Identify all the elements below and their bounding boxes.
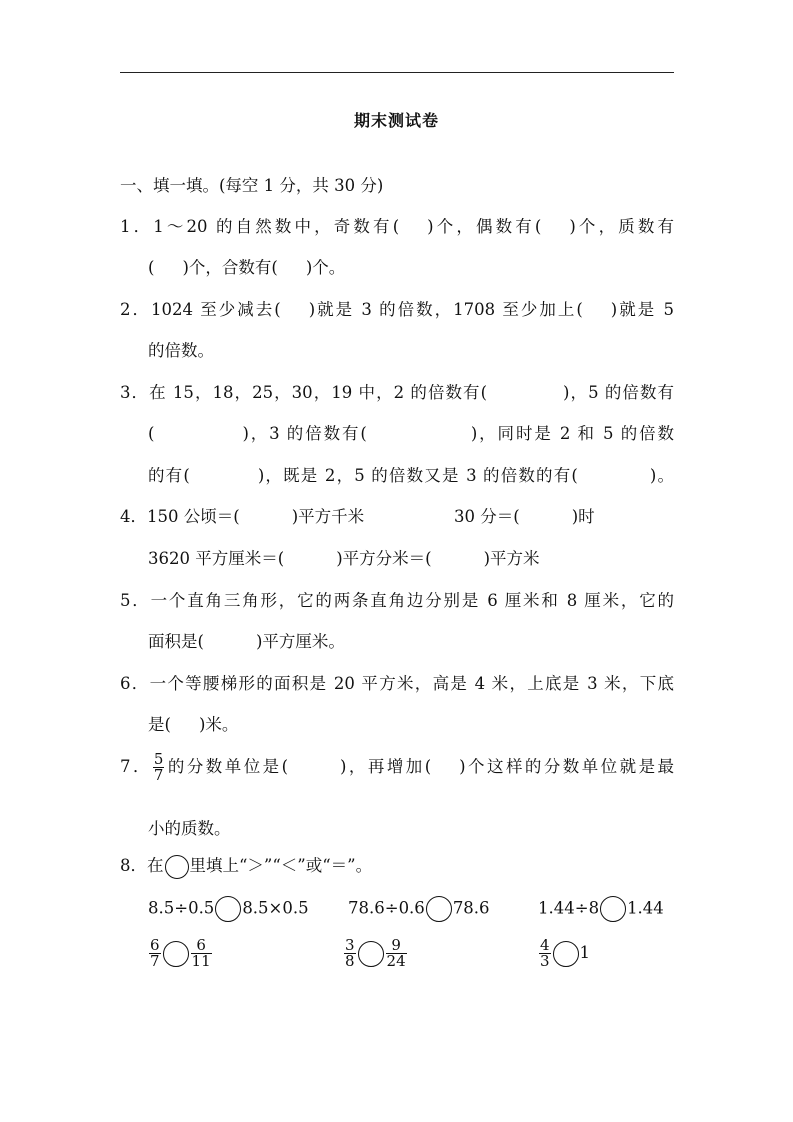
- answer-circle: [165, 855, 189, 879]
- fraction-denominator: 24: [386, 952, 406, 970]
- fraction-numerator: 4: [540, 936, 550, 954]
- question-1-line-2: [148, 254, 345, 278]
- question-3-line-1: [120, 379, 674, 403]
- page-title: 期末测试卷: [353, 111, 439, 130]
- question-text: )，同时是 2 和 5 的倍数: [470, 424, 674, 443]
- question-text: )。: [649, 466, 674, 485]
- question-text: )，既是 2，5 的倍数又是 3 的倍数的有(: [257, 466, 578, 485]
- answer-circle[interactable]: [426, 896, 452, 922]
- question-5-line-1: [120, 587, 674, 611]
- fraction-numerator: 5: [153, 750, 164, 768]
- fraction-denominator: 11: [191, 952, 211, 970]
- question-text: )，3 的倍数有(: [242, 424, 367, 443]
- question-text: 1024 至少减去(: [151, 300, 281, 319]
- question-number: 8．: [120, 856, 147, 875]
- question-text: )米。: [198, 715, 239, 734]
- question-text: )，再增加(: [340, 757, 432, 776]
- question-text: )就是 3 的倍数，1708 至少加上(: [308, 300, 583, 319]
- question-text: )时: [571, 507, 595, 526]
- question-number: 2．: [120, 300, 151, 319]
- question-6-line-1: [120, 670, 674, 694]
- question-text: 在: [147, 856, 164, 875]
- compare-right: 8.5×0.5: [242, 898, 309, 918]
- fraction-denominator: 8: [345, 952, 355, 970]
- question-number: 7．: [120, 757, 152, 776]
- question-3-line-3: [148, 462, 674, 486]
- question-5-line-2: [148, 628, 345, 652]
- question-number: 5．: [120, 591, 151, 610]
- header-rule: [120, 72, 674, 73]
- question-4-line-1: [120, 503, 364, 527]
- question-text: )个。: [305, 258, 346, 277]
- fraction-numerator: 6: [150, 936, 160, 954]
- compare-item-6: [538, 938, 590, 969]
- question-3-line-2: [148, 420, 674, 444]
- question-2-line-2: 的倍数。: [148, 341, 214, 360]
- question-2-line-1: [120, 296, 674, 320]
- fraction-five-sevenths: [153, 752, 165, 783]
- question-text: )平方千米: [291, 507, 365, 526]
- question-text: (: [148, 258, 155, 277]
- answer-circle[interactable]: [600, 896, 626, 922]
- question-text: 的分数单位是(: [165, 757, 289, 776]
- compare-item-2: [348, 896, 490, 922]
- fraction-denominator: 3: [540, 952, 550, 970]
- question-text: 150 公顷＝(: [147, 507, 240, 526]
- fraction: [344, 938, 356, 969]
- question-text: )平方米: [483, 549, 540, 568]
- question-text: 一个等腰梯形的面积是 20 平方米，高是 4 米，上底是 3 米，下底: [149, 674, 674, 693]
- compare-right: 1: [579, 943, 591, 962]
- compare-right: 78.6: [452, 898, 490, 918]
- question-text: )个，合数有(: [182, 258, 278, 277]
- question-7-line-1: [120, 752, 674, 783]
- question-text: 面积是(: [148, 632, 204, 651]
- compare-left: 1.44÷8: [538, 898, 600, 918]
- fraction: [539, 938, 551, 969]
- compare-item-5: [343, 938, 408, 969]
- question-text: )就是 5: [610, 300, 674, 319]
- fraction: [386, 938, 407, 969]
- compare-left: 8.5÷0.5: [148, 898, 215, 918]
- question-number: 3．: [120, 383, 150, 402]
- question-7-line-2: 小的质数。: [148, 819, 231, 838]
- question-text: )平方分米＝(: [336, 549, 432, 568]
- question-text: 是(: [148, 715, 171, 734]
- answer-circle[interactable]: [215, 896, 241, 922]
- question-text: 里填上“＞”“＜”或“＝”。: [189, 856, 373, 875]
- question-text: )个这样的分数单位就是最: [459, 757, 675, 776]
- compare-item-1: [148, 896, 309, 922]
- question-number: 4．: [120, 507, 147, 526]
- fraction: [191, 938, 212, 969]
- answer-circle[interactable]: [553, 941, 579, 967]
- question-8-line-1: [120, 852, 372, 879]
- question-text: 1～20 的自然数中，奇数有(: [153, 217, 400, 236]
- question-text: )平方厘米。: [255, 632, 345, 651]
- compare-right: 1.44: [627, 898, 664, 918]
- question-number: 6．: [120, 674, 150, 693]
- question-text: )个，偶数有(: [427, 217, 542, 236]
- question-text: (: [148, 424, 155, 443]
- answer-circle[interactable]: [358, 941, 384, 967]
- compare-left: 78.6÷0.6: [348, 898, 425, 918]
- question-text: )，5 的倍数有: [563, 383, 674, 402]
- question-text: )个，质数有: [569, 217, 674, 236]
- compare-item-3: [538, 896, 664, 922]
- compare-item-4: [148, 938, 213, 969]
- fraction-numerator: 3: [345, 936, 355, 954]
- question-4-line-2: [148, 545, 540, 569]
- question-text: 3620 平方厘米＝(: [148, 549, 285, 568]
- question-text: 30 分＝(: [454, 507, 520, 526]
- fraction: [149, 938, 161, 969]
- question-text: 的有(: [148, 466, 190, 485]
- fraction-numerator: 9: [386, 938, 407, 954]
- question-text: 在 15，18，25，30，19 中，2 的倍数有(: [149, 383, 488, 402]
- section-heading: 一、填一填。(每空 1 分，共 30 分): [120, 176, 384, 195]
- question-6-line-2: [148, 711, 238, 735]
- fraction-denominator: 7: [153, 766, 164, 784]
- fraction-denominator: 7: [150, 952, 160, 970]
- fraction-numerator: 6: [191, 938, 212, 954]
- answer-circle[interactable]: [163, 941, 189, 967]
- question-4-line-1b: [454, 503, 595, 527]
- question-1-line-1: [120, 213, 674, 237]
- question-text: 一个直角三角形，它的两条直角边分别是 6 厘米和 8 厘米，它的: [150, 591, 675, 610]
- question-number: 1．: [120, 217, 154, 236]
